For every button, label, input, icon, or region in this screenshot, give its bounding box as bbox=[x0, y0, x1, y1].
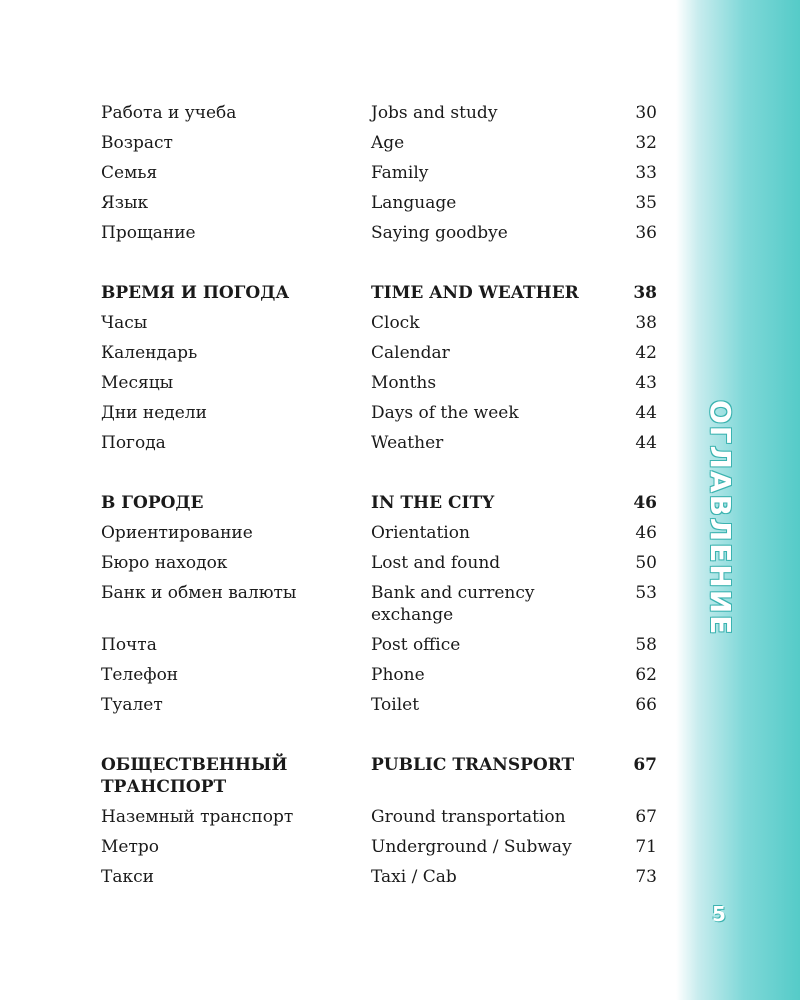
toc-row[interactable] bbox=[101, 368, 661, 398]
toc-entry-en: Family bbox=[371, 163, 429, 183]
toc-entry-ru: Бюро находок bbox=[101, 553, 228, 573]
toc-section-city bbox=[101, 488, 661, 720]
toc-header-page: 46 bbox=[633, 493, 657, 513]
toc-header-ru: ОБЩЕСТВЕННЫЙ ТРАНСПОРТ bbox=[101, 755, 288, 797]
toc-entry-page: 53 bbox=[635, 583, 657, 603]
toc-row[interactable] bbox=[101, 548, 661, 578]
toc-entry-ru: Язык bbox=[101, 193, 149, 213]
toc-entry-ru: Банк и обмен валюты bbox=[101, 583, 297, 603]
toc-header-ru: В ГОРОДЕ bbox=[101, 493, 204, 513]
toc-row[interactable] bbox=[101, 802, 661, 832]
toc-row[interactable] bbox=[101, 98, 661, 128]
toc-entry-en: Days of the week bbox=[371, 403, 519, 423]
toc-entry-ru: Работа и учеба bbox=[101, 103, 237, 123]
toc-entry-page: 33 bbox=[635, 163, 657, 183]
toc-entry-page: 43 bbox=[635, 373, 657, 393]
toc-entry-en: Language bbox=[371, 193, 457, 213]
table-of-contents bbox=[101, 98, 661, 922]
toc-entry-page: 44 bbox=[635, 433, 657, 453]
toc-row[interactable] bbox=[101, 862, 661, 892]
toc-entry-en: Months bbox=[371, 373, 437, 393]
toc-entry-ru: Телефон bbox=[101, 665, 179, 685]
toc-entry-page: 58 bbox=[635, 635, 657, 655]
toc-row[interactable] bbox=[101, 428, 661, 458]
toc-row[interactable] bbox=[101, 218, 661, 248]
toc-entry-en: Phone bbox=[371, 665, 425, 685]
toc-entry-en: Bank and currency exchange bbox=[371, 583, 535, 625]
toc-row[interactable] bbox=[101, 188, 661, 218]
toc-section-header[interactable] bbox=[101, 750, 661, 802]
toc-entry-en: Weather bbox=[371, 433, 444, 453]
toc-entry-ru: Возраст bbox=[101, 133, 173, 153]
toc-entry-page: 71 bbox=[635, 837, 657, 857]
toc-header-page: 67 bbox=[633, 755, 657, 775]
toc-entry-page: 67 bbox=[635, 807, 657, 827]
toc-row[interactable] bbox=[101, 832, 661, 862]
toc-entry-page: 66 bbox=[635, 695, 657, 715]
toc-entry-ru: Месяцы bbox=[101, 373, 174, 393]
toc-section-header[interactable] bbox=[101, 488, 661, 518]
toc-entry-en: Age bbox=[371, 133, 405, 153]
toc-entry-page: 35 bbox=[635, 193, 657, 213]
toc-entry-page: 30 bbox=[635, 103, 657, 123]
toc-entry-ru: Календарь bbox=[101, 343, 198, 363]
toc-entry-ru: Дни недели bbox=[101, 403, 207, 423]
toc-entry-ru: Наземный транспорт bbox=[101, 807, 294, 827]
toc-entry-en: Taxi / Cab bbox=[371, 867, 457, 887]
toc-row[interactable] bbox=[101, 630, 661, 660]
toc-entry-page: 38 bbox=[635, 313, 657, 333]
toc-header-en: IN THE CITY bbox=[371, 493, 495, 513]
toc-section-header[interactable] bbox=[101, 278, 661, 308]
toc-entry-page: 62 bbox=[635, 665, 657, 685]
toc-row[interactable] bbox=[101, 660, 661, 690]
toc-row[interactable] bbox=[101, 578, 661, 630]
toc-entry-en: Lost and found bbox=[371, 553, 501, 573]
toc-entry-en: Post office bbox=[371, 635, 461, 655]
toc-entry-en: Toilet bbox=[371, 695, 420, 715]
toc-row[interactable] bbox=[101, 158, 661, 188]
sidebar-title: ОГЛАВЛЕНИЕ bbox=[704, 400, 737, 637]
toc-row[interactable] bbox=[101, 518, 661, 548]
toc-entry-ru: Семья bbox=[101, 163, 158, 183]
toc-entry-ru: Метро bbox=[101, 837, 159, 857]
toc-entry-en: Saying goodbye bbox=[371, 223, 508, 243]
toc-row[interactable] bbox=[101, 128, 661, 158]
toc-entry-page: 50 bbox=[635, 553, 657, 573]
toc-section-basics bbox=[101, 98, 661, 248]
page-number: 5 bbox=[712, 902, 726, 926]
toc-entry-ru: Почта bbox=[101, 635, 157, 655]
toc-entry-page: 36 bbox=[635, 223, 657, 243]
toc-entry-page: 44 bbox=[635, 403, 657, 423]
toc-entry-page: 46 bbox=[635, 523, 657, 543]
toc-entry-en: Underground / Subway bbox=[371, 837, 572, 857]
toc-entry-ru: Погода bbox=[101, 433, 166, 453]
toc-entry-page: 73 bbox=[635, 867, 657, 887]
toc-row[interactable] bbox=[101, 398, 661, 428]
toc-entry-en: Jobs and study bbox=[371, 103, 498, 123]
toc-entry-page: 32 bbox=[635, 133, 657, 153]
toc-entry-ru: Часы bbox=[101, 313, 148, 333]
toc-section-time-weather bbox=[101, 278, 661, 458]
toc-entry-ru: Такси bbox=[101, 867, 154, 887]
toc-header-page: 38 bbox=[633, 283, 657, 303]
toc-header-ru: ВРЕМЯ И ПОГОДА bbox=[101, 283, 290, 303]
toc-entry-page: 42 bbox=[635, 343, 657, 363]
toc-entry-en: Orientation bbox=[371, 523, 470, 543]
toc-entry-en: Ground transportation bbox=[371, 807, 566, 827]
toc-entry-en: Calendar bbox=[371, 343, 450, 363]
toc-entry-ru: Туалет bbox=[101, 695, 163, 715]
toc-entry-ru: Ориентирование bbox=[101, 523, 253, 543]
toc-header-en: TIME AND WEATHER bbox=[371, 283, 579, 303]
toc-row[interactable] bbox=[101, 338, 661, 368]
toc-entry-ru: Прощание bbox=[101, 223, 196, 243]
toc-row[interactable] bbox=[101, 690, 661, 720]
toc-entry-en: Clock bbox=[371, 313, 420, 333]
toc-section-transport bbox=[101, 750, 661, 892]
chapter-sidebar bbox=[676, 0, 800, 1000]
toc-header-en: PUBLIC TRANSPORT bbox=[371, 755, 575, 775]
toc-row[interactable] bbox=[101, 308, 661, 338]
